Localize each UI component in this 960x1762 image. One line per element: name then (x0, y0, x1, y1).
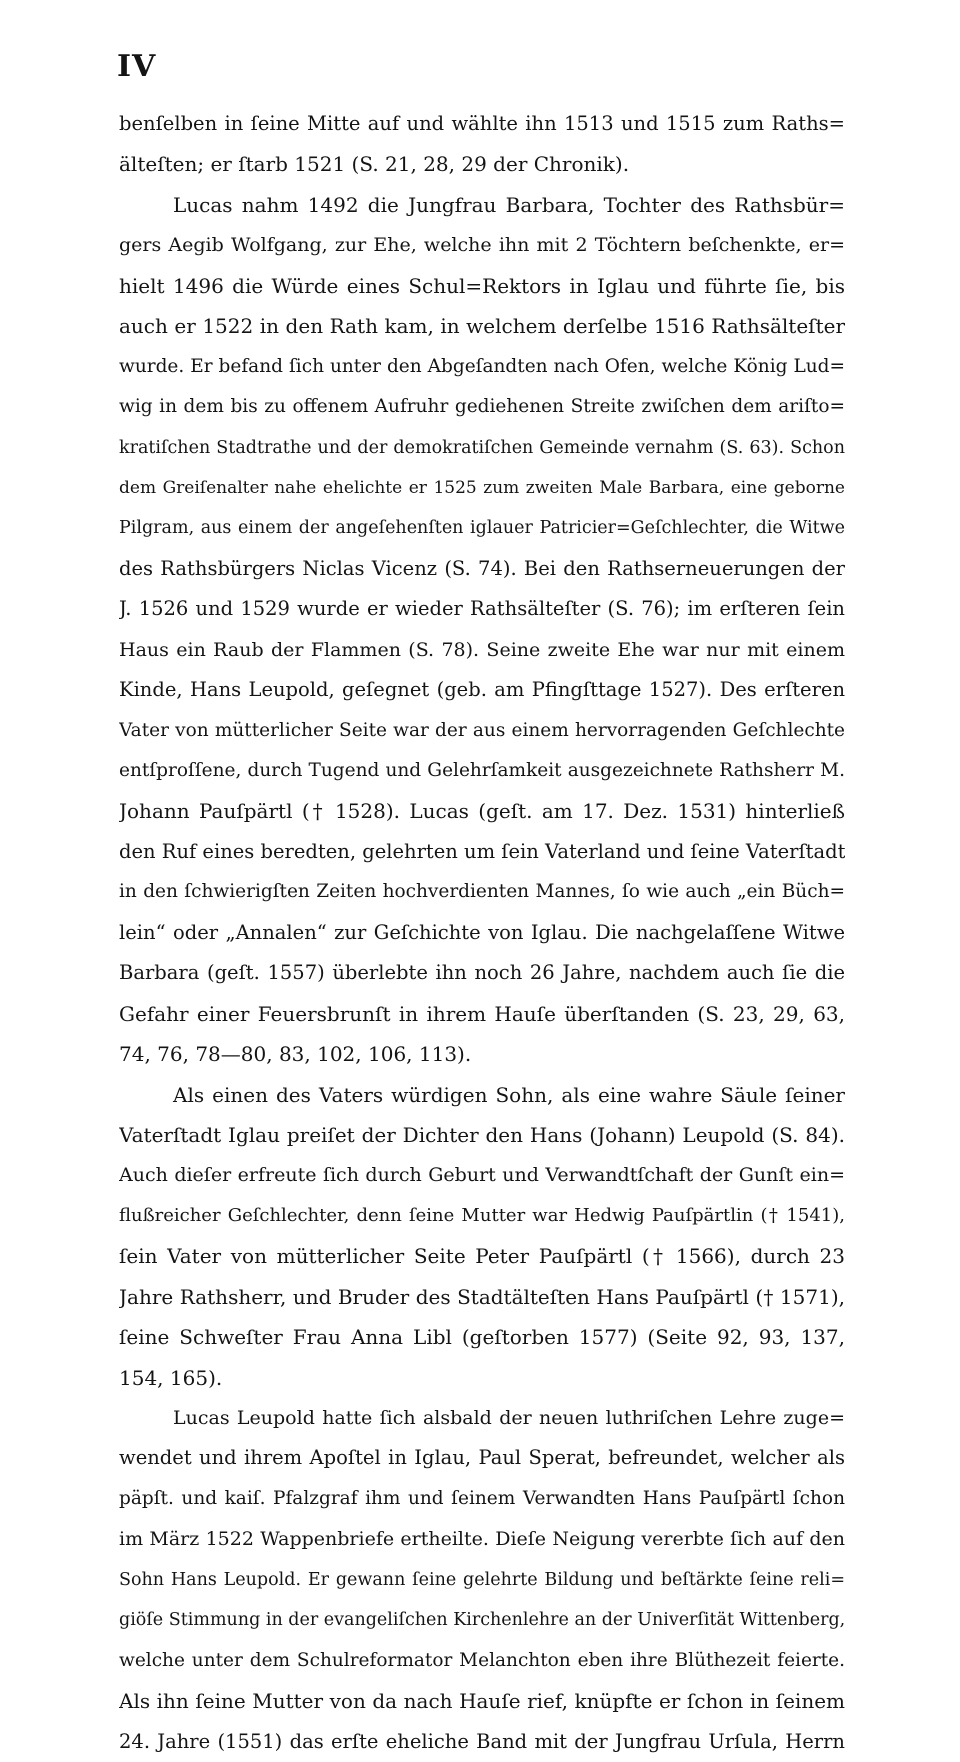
paragraph-start-line: Lucas Leupold hatte ſich alsbald der neuen luthriſchen Lehre zuge= (173, 1407, 845, 1429)
text-line: wurde. Er befand ſich unter den Abgeſandten nach Ofen, welche König Lud= (119, 355, 845, 377)
paragraph-start-line: Lucas nahm 1492 die Jungfrau Barbara, Tochter des Rathsbür= (173, 192, 845, 217)
text-line: des Rathsbürgers Niclas Vicenz (S. 74). Bei den Rathserneuerungen der (119, 556, 845, 580)
text-line: lein“ oder „Annalen“ zur Geſchichte von Iglau. Die nachgelaſſene Witwe (119, 920, 845, 944)
text-line: Vater von mütterlicher Seite war der aus einem hervorragenden Geſchlechte (119, 719, 845, 741)
text-line: giöſe Stimmung in der evangeliſchen Kirchenlehre an der Univerſität Wittenberg, (119, 1610, 845, 1631)
text-line: wendet und ihrem Apoſtel in Iglau, Paul Sperat, befreundet, welcher als (119, 1446, 845, 1470)
text-line: Jahre Rathsherr, und Bruder des Stadtälteſten Hans Pauſpärtl († 1571), (119, 1284, 845, 1309)
body-text (119, 104, 845, 1762)
text-line: Barbara (geſt. 1557) überlebte ihn noch 26 Jahre, nachdem auch ſie die (119, 961, 845, 985)
text-line: älteſten; er ſtarb 1521 (S. 21, 28, 29 der Chronik). (119, 152, 630, 177)
text-line: J. 1526 und 1529 wurde er wieder Rathsälteſter (S. 76); im erſteren ſein (119, 597, 845, 621)
paragraph-start-line: Als einen des Vaters würdigen Sohn, als eine wahre Säule ſeiner (173, 1082, 845, 1107)
text-line: flußreicher Geſchlechter, denn ſeine Mutter war Hedwig Pauſpärtlin († 1541), (119, 1204, 845, 1226)
text-line: Pilgram, aus einem der angeſehenſten iglauer Patricier=Geſchlechter, die Witwe (119, 518, 845, 539)
text-line: Auch dieſer erfreute ſich durch Geburt und Verwandtſchaft der Gunſt ein= (119, 1164, 845, 1187)
text-line: ſeine Schweſter Frau Anna Libl (geſtorben 1577) (Seite 92, 93, 137, (119, 1325, 845, 1350)
text-line: welche unter dem Schulreformator Melanchton eben ihre Blüthezeit feierte. (119, 1649, 845, 1671)
text-line: wig in dem bis zu offenem Aufruhr gediehenen Streite zwiſchen dem ariſto= (119, 396, 845, 418)
text-line: im März 1522 Wappenbriefe ertheilte. Dieſe Neigung vererbte ſich auf den (119, 1528, 845, 1551)
text-line: Kinde, Hans Leupold, geſegnet (geb. am Pfingſttage 1527). Des erſteren (119, 678, 845, 702)
text-line: Gefahr einer Feuersbrunſt in ihrem Hauſe überſtanden (S. 23, 29, 63, (119, 1001, 845, 1026)
text-line: dem Greiſenalter nahe ehelichte er 1525 zum zweiten Male Barbara, eine geborne (119, 477, 845, 498)
text-line: auch er 1522 in den Rath kam, in welchem derſelbe 1516 Rathsälteſter (119, 314, 845, 339)
page-number: IV (117, 49, 157, 84)
text-line: 24. Jahre (1551) das erſte eheliche Band mit der Jungfrau Urſula, Herrn (119, 1729, 845, 1753)
text-line: entſproſſene, durch Tugend und Gelehrſamkeit ausgezeichnete Rathsherr M. (119, 760, 845, 781)
text-line: Haus ein Raub der Flammen (S. 78). Seine zweite Ehe war nur mit einem (119, 638, 845, 661)
text-line: hielt 1496 die Würde eines Schul=Rektors in Iglau und führte ſie, bis (119, 273, 845, 298)
text-line: päpſt. und kaiſ. Pfalzgraf ihm und ſeinem Verwandten Hans Pauſpärtl ſchon (119, 1487, 845, 1509)
text-line: Sohn Hans Leupold. Er gewann ſeine gelehrte Bildung und beſtärkte ſeine reli= (119, 1569, 845, 1590)
text-line: 154, 165). (119, 1365, 223, 1390)
text-line: in den ſchwierigſten Zeiten hochverdienten Mannes, ſo wie auch „ein Büch= (119, 881, 845, 903)
text-line: Johann Pauſpärtl († 1528). Lucas (geſt. am 17. Dez. 1531) hinterließ (119, 799, 845, 824)
text-line: Vaterſtadt Iglau preiſet der Dichter den Hans (Johann) Leupold (S. 84). (119, 1122, 845, 1147)
text-line: benſelben in ſeine Mitte auf und wählte ihn 1513 und 1515 zum Raths= (119, 112, 845, 135)
text-line: ſein Vater von mütterlicher Seite Peter Pauſpärtl († 1566), durch 23 (119, 1244, 845, 1269)
text-line: gers Aegib Wolfgang, zur Ehe, welche ihn mit 2 Töchtern beſchenkte, er= (119, 234, 845, 257)
text-line: kratiſchen Stadtrathe und der demokratiſchen Gemeinde vernahm (S. 63). Schon (119, 437, 845, 458)
text-line: 74, 76, 78—80, 83, 102, 106, 113). (119, 1042, 472, 1067)
text-line: Als ihn ſeine Mutter von da nach Hauſe rief, knüpfte er ſchon in ſeinem (119, 1689, 845, 1714)
text-line: den Ruf eines beredten, gelehrten um ſein Vaterland und ſeine Vaterſtadt (119, 839, 845, 863)
